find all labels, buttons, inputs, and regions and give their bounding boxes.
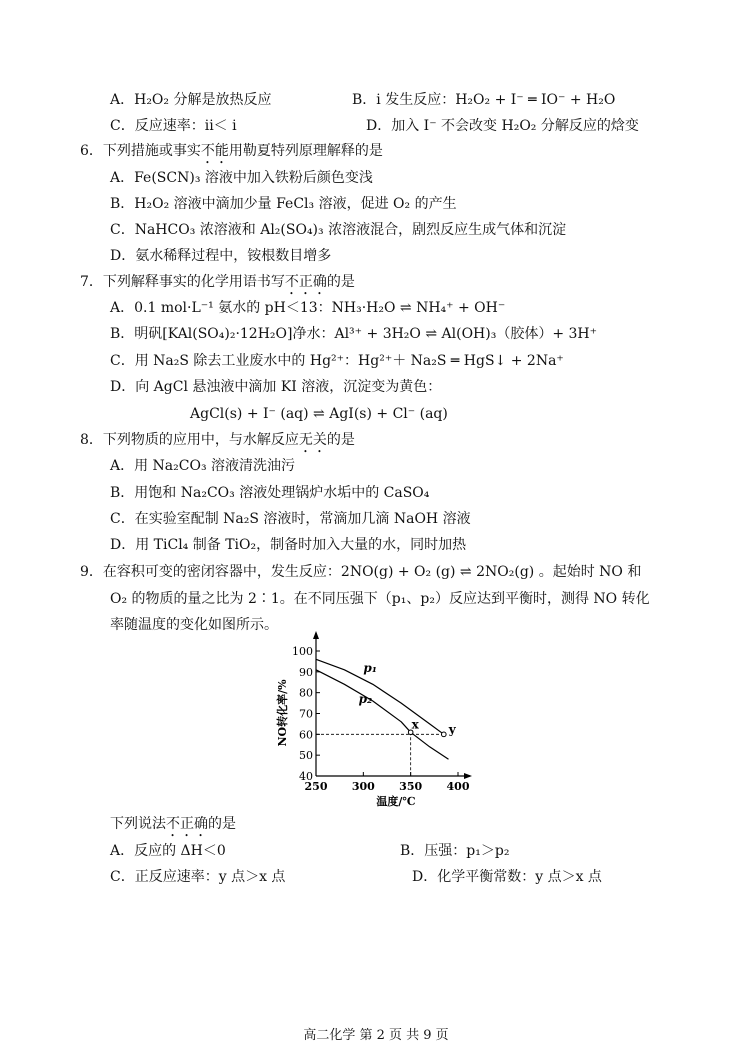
series-label-p1: p₁ [363,660,377,675]
q7-option-d-equation: AgCl(s) + I⁻ (aq) ⇌ AgI(s) + Cl⁻ (aq) [190,406,448,422]
q9-sub-stem: 下列说法不正确的是 [110,816,236,832]
q7-option-c: C．用 Na₂S 除去工业废水中的 Hg²⁺：Hg²⁺＋ Na₂S ═ HgS↓ + 2Na⁺ [110,353,564,369]
q5-option-c: C．反应速率：ii＜ i [110,118,237,134]
q6-option-b: B．H₂O₂ 溶液中滴加少量 FeCl₃ 溶液，促进 O₂ 的产生 [110,196,457,212]
q9-stem-line-2: O₂ 的物质的量之比为 2∶1。在不同压强下（p₁、p₂）反应达到平衡时，测得 NO 转化 [110,591,650,607]
point-y [442,732,447,737]
q6-option-a: A．Fe(SCN)₃ 溶液中加入铁粉后颜色变浅 [110,170,373,186]
y-tick-label: 40 [299,770,313,783]
q5-option-b: B．i 发生反应：H₂O₂ + I⁻ ═ IO⁻ + H₂O [352,92,616,108]
q9-option-d: D．化学平衡常数：y 点＞x 点 [412,869,602,885]
q5-option-d: D．加入 I⁻ 不会改变 H₂O₂ 分解反应的焓变 [366,118,639,134]
q6-stem: 6．下列措施或事实不能用勒夏特列原理解释的是 [80,143,383,159]
q8-option-d: D．用 TiCl₄ 制备 TiO₂，制备时加入大量的水，同时加热 [110,537,467,553]
y-tick-label: 80 [299,686,313,700]
q9-option-b: B．压强：p₁＞p₂ [400,843,510,859]
x-axis-title: 温度/℃ [376,795,416,808]
x-tick-label: 350 [399,780,423,793]
x-tick-label: 400 [446,780,470,793]
y-axis-arrow [313,631,319,639]
q9-stem-line-3: 率随温度的变化如图所示。 [110,617,278,633]
q8-option-b: B．用饱和 Na₂CO₃ 溶液处理锅炉水垢中的 CaSO₄ [110,485,430,501]
q6-option-d: D．氨水稀释过程中，铵根数目增多 [110,248,332,264]
q9-option-a: A．反应的 ΔH＜0 [110,843,226,859]
q9-option-c: C．正反应速率：y 点＞x 点 [110,869,286,885]
q5-option-a: A．H₂O₂ 分解是放热反应 [110,92,272,108]
x-tick-label: 250 [304,780,328,793]
q8-option-c: C．在实验室配制 Na₂S 溶液时，常滴加几滴 NaOH 溶液 [110,511,471,527]
series-label-p2: p₂ [358,692,373,707]
q8-stem: 8．下列物质的应用中，与水解反应无关的是 [80,432,355,448]
y-tick-label: 60 [299,728,313,742]
no-conversion-chart [270,625,480,810]
y-axis-title: NO转化率/% [276,679,289,747]
q6-option-c: C．NaHCO₃ 浓溶液和 Al₂(SO₄)₃ 浓溶液混合，剧烈反应生成气体和沉淀 [110,222,567,238]
x-axis-arrow [464,773,472,779]
y-tick-label: 70 [299,707,313,721]
series-line-p1 [316,659,444,734]
q8-option-a: A．用 Na₂CO₃ 溶液清洗油污 [110,458,296,474]
q9-stem-line-1: 9．在容积可变的密闭容器中，发生反应：2NO(g) + O₂ (g) ⇌ 2NO₂(g) 。起始时 NO 和 [80,564,642,580]
x-tick-label: 300 [351,780,375,793]
y-tick-label: 90 [299,665,313,679]
q7-option-a: A．0.1 mol·L⁻¹ 氨水的 pH＜13：NH₃·H₂O ⇌ NH₄⁺ + OH⁻ [110,300,506,316]
point-label-y: y [448,722,456,737]
point-label-x: x [411,717,419,732]
q7-stem: 7．下列解释事实的化学用语书写不正确的是 [80,274,355,290]
page-footer: 高二化学 第 2 页 共 9 页 [303,1028,449,1043]
q7-option-d: D．向 AgCl 悬浊液中滴加 KI 溶液，沉淀变为黄色： [110,379,442,395]
y-tick-label: 100 [292,645,313,658]
series-line-p2 [316,670,449,760]
q7-option-b: B．明矾[KAl(SO₄)₂·12H₂O]净水：Al³⁺ + 3H₂O ⇌ Al(OH)₃（胶体）+ 3H⁺ [110,326,598,342]
y-tick-label: 50 [299,749,313,763]
